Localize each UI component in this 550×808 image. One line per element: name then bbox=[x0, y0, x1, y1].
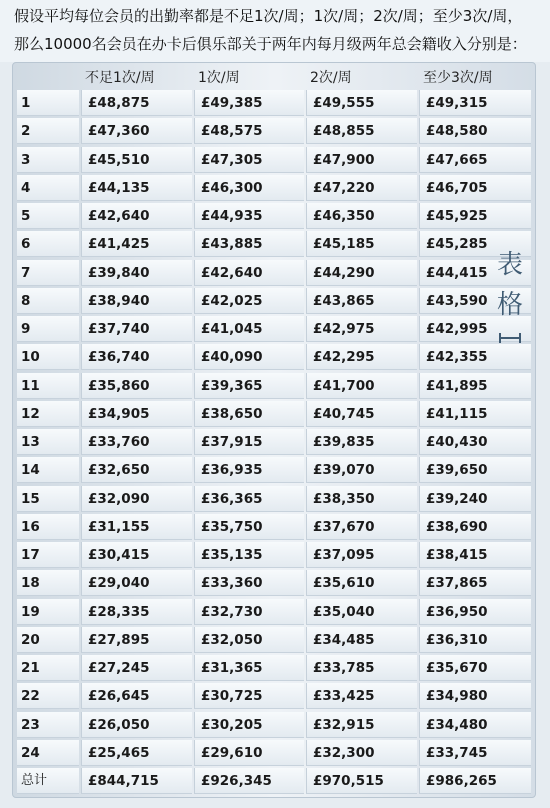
value-3-plus-per-week: £38,690 bbox=[419, 514, 531, 540]
total-label: 总计 bbox=[17, 768, 79, 794]
value-2-per-week: £47,900 bbox=[306, 147, 417, 173]
row-index: 22 bbox=[17, 683, 79, 709]
total-row bbox=[17, 768, 531, 794]
value-2-per-week: £37,670 bbox=[306, 514, 417, 540]
value-less-than-1: £26,050 bbox=[81, 712, 192, 738]
value-1-per-week: £36,935 bbox=[194, 457, 304, 483]
value-2-per-week: £41,700 bbox=[306, 373, 417, 399]
table-row bbox=[17, 570, 531, 596]
total-value-less-than-1: £844,715 bbox=[81, 768, 192, 794]
value-3-plus-per-week: £35,670 bbox=[419, 655, 531, 681]
value-3-plus-per-week: £43,590 bbox=[419, 288, 531, 314]
value-3-plus-per-week: £34,980 bbox=[419, 683, 531, 709]
value-2-per-week: £49,555 bbox=[306, 90, 417, 116]
table-row bbox=[17, 599, 531, 625]
value-2-per-week: £35,610 bbox=[306, 570, 417, 596]
value-1-per-week: £42,640 bbox=[194, 260, 304, 286]
row-index: 10 bbox=[17, 344, 79, 370]
value-1-per-week: £37,915 bbox=[194, 429, 304, 455]
header-cell-1-per-week: 1次/周 bbox=[198, 70, 240, 86]
value-2-per-week: £39,835 bbox=[306, 429, 417, 455]
value-2-per-week: £38,350 bbox=[306, 486, 417, 512]
value-2-per-week: £34,485 bbox=[306, 627, 417, 653]
value-3-plus-per-week: £38,415 bbox=[419, 542, 531, 568]
table-row bbox=[17, 147, 531, 173]
row-index: 1 bbox=[17, 90, 79, 116]
value-1-per-week: £44,935 bbox=[194, 203, 304, 229]
value-1-per-week: £46,300 bbox=[194, 175, 304, 201]
value-1-per-week: £39,365 bbox=[194, 373, 304, 399]
value-3-plus-per-week: £34,480 bbox=[419, 712, 531, 738]
table-row bbox=[17, 401, 531, 427]
value-1-per-week: £30,725 bbox=[194, 683, 304, 709]
value-2-per-week: £32,300 bbox=[306, 740, 417, 766]
side-label-char-1: 表 bbox=[496, 250, 523, 280]
value-2-per-week: £48,855 bbox=[306, 118, 417, 144]
header-cell-2-per-week: 2次/周 bbox=[310, 70, 352, 86]
row-index: 15 bbox=[17, 486, 79, 512]
value-1-per-week: £35,135 bbox=[194, 542, 304, 568]
value-1-per-week: £40,090 bbox=[194, 344, 304, 370]
value-3-plus-per-week: £47,665 bbox=[419, 147, 531, 173]
value-less-than-1: £47,360 bbox=[81, 118, 192, 144]
value-2-per-week: £44,290 bbox=[306, 260, 417, 286]
value-3-plus-per-week: £41,895 bbox=[419, 373, 531, 399]
value-less-than-1: £37,740 bbox=[81, 316, 192, 342]
value-1-per-week: £30,205 bbox=[194, 712, 304, 738]
row-index: 16 bbox=[17, 514, 79, 540]
table-row bbox=[17, 90, 531, 116]
row-index: 17 bbox=[17, 542, 79, 568]
table-row bbox=[17, 542, 531, 568]
row-index: 24 bbox=[17, 740, 79, 766]
value-3-plus-per-week: £44,415 bbox=[419, 260, 531, 286]
total-value-3-plus-per-week: £986,265 bbox=[419, 768, 531, 794]
value-2-per-week: £45,185 bbox=[306, 231, 417, 257]
value-3-plus-per-week: £49,315 bbox=[419, 90, 531, 116]
value-less-than-1: £39,840 bbox=[81, 260, 192, 286]
value-less-than-1: £35,860 bbox=[81, 373, 192, 399]
value-2-per-week: £32,915 bbox=[306, 712, 417, 738]
value-2-per-week: £42,295 bbox=[306, 344, 417, 370]
header-cell-less-than-1: 不足1次/周 bbox=[85, 70, 155, 86]
value-2-per-week: £47,220 bbox=[306, 175, 417, 201]
value-less-than-1: £31,155 bbox=[81, 514, 192, 540]
value-less-than-1: £27,895 bbox=[81, 627, 192, 653]
value-1-per-week: £31,365 bbox=[194, 655, 304, 681]
value-less-than-1: £30,415 bbox=[81, 542, 192, 568]
value-less-than-1: £27,245 bbox=[81, 655, 192, 681]
value-2-per-week: £42,975 bbox=[306, 316, 417, 342]
table-row bbox=[17, 683, 531, 709]
value-less-than-1: £44,135 bbox=[81, 175, 192, 201]
row-index: 6 bbox=[17, 231, 79, 257]
caption-line-1: 假设平均每位会员的出勤率都是不足1次/周；1次/周；2次/周；至少3次/周， bbox=[14, 7, 523, 25]
value-less-than-1: £32,090 bbox=[81, 486, 192, 512]
total-value-2-per-week: £970,515 bbox=[306, 768, 417, 794]
value-3-plus-per-week: £36,310 bbox=[419, 627, 531, 653]
value-less-than-1: £38,940 bbox=[81, 288, 192, 314]
value-1-per-week: £38,650 bbox=[194, 401, 304, 427]
row-index: 5 bbox=[17, 203, 79, 229]
value-1-per-week: £35,750 bbox=[194, 514, 304, 540]
table-row bbox=[17, 740, 531, 766]
table-row bbox=[17, 429, 531, 455]
caption bbox=[0, 0, 550, 62]
value-3-plus-per-week: £41,115 bbox=[419, 401, 531, 427]
value-3-plus-per-week: £45,925 bbox=[419, 203, 531, 229]
value-3-plus-per-week: £42,995 bbox=[419, 316, 531, 342]
table-row bbox=[17, 514, 531, 540]
value-2-per-week: £37,095 bbox=[306, 542, 417, 568]
table-row bbox=[17, 288, 531, 314]
value-1-per-week: £29,610 bbox=[194, 740, 304, 766]
value-less-than-1: £33,760 bbox=[81, 429, 192, 455]
row-index: 14 bbox=[17, 457, 79, 483]
row-index: 8 bbox=[17, 288, 79, 314]
table-row bbox=[17, 655, 531, 681]
value-2-per-week: £46,350 bbox=[306, 203, 417, 229]
value-less-than-1: £34,905 bbox=[81, 401, 192, 427]
table-row bbox=[17, 231, 531, 257]
value-3-plus-per-week: £40,430 bbox=[419, 429, 531, 455]
side-label bbox=[490, 245, 530, 343]
value-1-per-week: £42,025 bbox=[194, 288, 304, 314]
value-less-than-1: £41,425 bbox=[81, 231, 192, 257]
side-label-char-2: 格 bbox=[496, 290, 523, 320]
value-1-per-week: £47,305 bbox=[194, 147, 304, 173]
value-less-than-1: £29,040 bbox=[81, 570, 192, 596]
table-row bbox=[17, 344, 531, 370]
table-row bbox=[17, 175, 531, 201]
caption-line-2: 那么10000名会员在办卡后俱乐部关于两年内每月级两年总会籍收入分别是： bbox=[14, 35, 527, 53]
value-1-per-week: £43,885 bbox=[194, 231, 304, 257]
value-3-plus-per-week: £39,650 bbox=[419, 457, 531, 483]
row-index: 23 bbox=[17, 712, 79, 738]
table-row bbox=[17, 260, 531, 286]
value-3-plus-per-week: £39,240 bbox=[419, 486, 531, 512]
value-2-per-week: £33,425 bbox=[306, 683, 417, 709]
row-index: 21 bbox=[17, 655, 79, 681]
row-index: 20 bbox=[17, 627, 79, 653]
header-cell-index bbox=[13, 66, 79, 90]
value-2-per-week: £39,070 bbox=[306, 457, 417, 483]
value-less-than-1: £25,465 bbox=[81, 740, 192, 766]
row-index: 9 bbox=[17, 316, 79, 342]
value-less-than-1: £48,875 bbox=[81, 90, 192, 116]
value-3-plus-per-week: £37,865 bbox=[419, 570, 531, 596]
value-2-per-week: £33,785 bbox=[306, 655, 417, 681]
value-3-plus-per-week: £45,285 bbox=[419, 231, 531, 257]
row-index: 3 bbox=[17, 147, 79, 173]
value-1-per-week: £41,045 bbox=[194, 316, 304, 342]
table-row bbox=[17, 712, 531, 738]
row-index: 11 bbox=[17, 373, 79, 399]
value-1-per-week: £32,730 bbox=[194, 599, 304, 625]
header-cell-3-plus-per-week: 至少3次/周 bbox=[423, 70, 493, 86]
revenue-table bbox=[12, 62, 536, 798]
value-1-per-week: £36,365 bbox=[194, 486, 304, 512]
row-index: 12 bbox=[17, 401, 79, 427]
value-1-per-week: £32,050 bbox=[194, 627, 304, 653]
row-index: 4 bbox=[17, 175, 79, 201]
row-index: 13 bbox=[17, 429, 79, 455]
value-less-than-1: £26,645 bbox=[81, 683, 192, 709]
table-row bbox=[17, 627, 531, 653]
value-less-than-1: £36,740 bbox=[81, 344, 192, 370]
value-3-plus-per-week: £36,950 bbox=[419, 599, 531, 625]
value-3-plus-per-week: £48,580 bbox=[419, 118, 531, 144]
value-1-per-week: £48,575 bbox=[194, 118, 304, 144]
roman-one-icon bbox=[499, 333, 521, 343]
table-row bbox=[17, 486, 531, 512]
value-2-per-week: £40,745 bbox=[306, 401, 417, 427]
table-row bbox=[17, 203, 531, 229]
value-less-than-1: £42,640 bbox=[81, 203, 192, 229]
value-2-per-week: £43,865 bbox=[306, 288, 417, 314]
value-3-plus-per-week: £42,355 bbox=[419, 344, 531, 370]
value-less-than-1: £32,650 bbox=[81, 457, 192, 483]
value-3-plus-per-week: £46,705 bbox=[419, 175, 531, 201]
value-2-per-week: £35,040 bbox=[306, 599, 417, 625]
table-row bbox=[17, 373, 531, 399]
table-row bbox=[17, 316, 531, 342]
value-less-than-1: £45,510 bbox=[81, 147, 192, 173]
table-row bbox=[17, 118, 531, 144]
value-less-than-1: £28,335 bbox=[81, 599, 192, 625]
row-index: 19 bbox=[17, 599, 79, 625]
table-row bbox=[17, 457, 531, 483]
total-value-1-per-week: £926,345 bbox=[194, 768, 304, 794]
value-1-per-week: £33,360 bbox=[194, 570, 304, 596]
value-1-per-week: £49,385 bbox=[194, 90, 304, 116]
row-index: 7 bbox=[17, 260, 79, 286]
value-3-plus-per-week: £33,745 bbox=[419, 740, 531, 766]
row-index: 18 bbox=[17, 570, 79, 596]
row-index: 2 bbox=[17, 118, 79, 144]
